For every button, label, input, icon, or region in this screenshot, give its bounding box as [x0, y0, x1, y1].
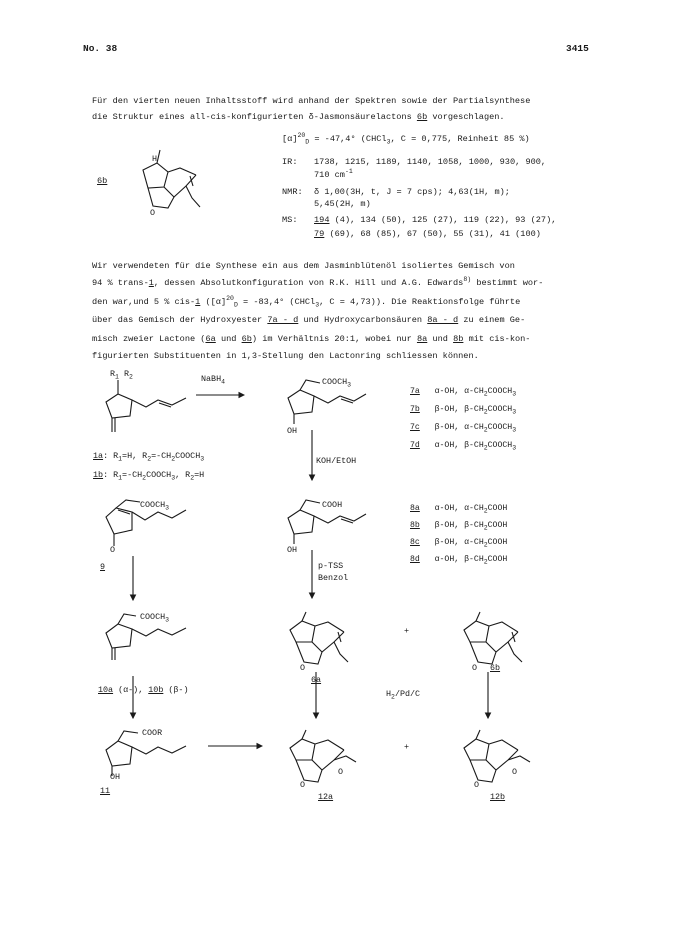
label-9: 9 [100, 562, 106, 572]
o-label-12b-carbonyl: O [512, 767, 518, 777]
structure-6a [290, 612, 348, 664]
label-6a: 6a [311, 675, 322, 685]
table-8-row: 8d α-OH, $\beta-CH_2COOH$ [410, 555, 508, 566]
para-line-5: misch zweier Lactone (6a und 6b) im Verhältnis 20:1, wobei nur 8a und 8b mit cis-kon- [92, 334, 531, 344]
ir-label: IR: [282, 157, 298, 167]
optical-rotation: $[\alpha]^{20}_D = -47,4^\circ$ (CHCl$_3$, C = 0,775, Reinheit 85 %) [282, 132, 530, 146]
cooch3-label-10: $COOCH_3$ [140, 612, 170, 624]
ms-values-1: 194 (4), 134 (50), 125 (27), 119 (22), 93 (27), [314, 215, 557, 225]
oh-label-11: OH [110, 772, 121, 782]
table-7-row: 7a α-OH, $\alpha-CH_2COOCH_3$ [410, 387, 517, 398]
table-7-row: 7b β-OH, $\beta-CH_2COOCH_3$ [410, 405, 517, 416]
o-label-6a: O [300, 663, 306, 673]
cooch3-label-9: $COOCH_3$ [140, 500, 170, 512]
oh-label-8: OH [287, 545, 298, 555]
structure-1 [106, 380, 186, 432]
h-label-6b-top: H [152, 154, 158, 164]
para-line-2: 94 % trans-1, dessen Absolutkonfiguration von R.K. Hill und A.G. Edwards$^{8)}$ bestimmt wor- [92, 276, 544, 288]
table-8-row: 8b β-OH, $\beta-CH_2COOH$ [410, 521, 508, 532]
reagent-nabh4: NaBH$_4$ [201, 374, 226, 386]
para-line-4: über das Gemisch der Hydroxyester 7a - d und Hydroxycarbonsäuren 8a - d zu einem Ge- [92, 315, 526, 325]
structure-12b [464, 730, 530, 782]
table-7-row: 7c β-OH, $\alpha-CH_2COOCH_3$ [410, 423, 517, 434]
cooh-label-8: COOH [322, 500, 343, 510]
oh-label-7: OH [287, 426, 298, 436]
label-6b: 6b [490, 663, 501, 673]
label-10: 10a (α-), 10b (β-) [98, 685, 189, 695]
label-12b: 12b [490, 792, 506, 802]
para-line-1: Wir verwendeten für die Synthese ein aus dem Jasminblütenöl isoliertes Gemisch von [92, 261, 515, 271]
o-label-12a-carbonyl: O [338, 767, 344, 777]
nmr-values-1: δ 1,00(3H, t, J = 7 cps); 4,63(1H, m); [314, 187, 510, 197]
o-label-12b: O [474, 780, 480, 790]
table-8-row: 8c β-OH, $\alpha-CH_2COOH$ [410, 538, 508, 549]
ms-label: MS: [282, 215, 298, 225]
coor-label-11: COOR [142, 728, 163, 738]
ir-values-2: 710 $cm^{-1}$ [314, 168, 353, 180]
intro-line-1: Für den vierten neuen Inhaltsstoff wird anhand der Spektren sowie der Partialsynthese [92, 96, 531, 106]
reagent-h2-pd-c: $H_2/Pd/C$ [386, 689, 421, 701]
nmr-values-2: 5,45(2H, m) [314, 199, 371, 209]
para-line-3: den war,und 5 % cis-1 ($[\alpha]^{20}_D = -83,4^\circ$ (CHCl$_3$, C = 4,73)). Die Reaktionsfolge führte [92, 295, 521, 309]
structure-12a [290, 730, 356, 782]
label-12a: 12a [318, 792, 334, 802]
plus-sign-1: + [404, 626, 410, 636]
label-11: 11 [100, 786, 111, 796]
intro-line-2: die Struktur eines all-cis-konfigurierten δ-Jasmonsäurelactons 6b vorgeschlagen. [92, 112, 505, 122]
label-1a: 1a: $R_1=H$, $R_2=-CH_2COOCH_3$ [93, 451, 205, 463]
ir-values-1: 1738, 1215, 1189, 1140, 1058, 1000, 930, 900, [314, 157, 547, 167]
plus-sign-2: + [404, 742, 410, 752]
o-label-6b: O [472, 663, 478, 673]
structure-6b-scheme [464, 612, 522, 664]
table-7-row: 7d α-OH, $\beta-CH_2COOCH_3$ [410, 441, 517, 452]
o-label-9: O [110, 545, 116, 555]
para-line-6: figurierten Substituenten in 1,3-Stellung den Lactonring schliessen können. [92, 351, 479, 361]
label-1b: 1b: $R_1=-CH_2COOCH_3$, $R_2=H$ [93, 470, 205, 482]
r-substituents: $R_1$ $R_2$ [110, 369, 133, 381]
reagent-koh-etoh: KOH/EtOH [316, 456, 357, 466]
reagent-benzol: Benzol [318, 573, 349, 583]
compound-6b-label: 6b [97, 176, 108, 186]
cooch3-label-7: $COOCH_3$ [322, 377, 352, 389]
ms-values-2: 79 (69), 68 (85), 67 (50), 55 (31), 41 (100) [314, 229, 541, 239]
o-label-6b-top: O [150, 208, 156, 218]
table-8-row: 8a α-OH, $\alpha-CH_2COOH$ [410, 504, 508, 515]
o-label-12a: O [300, 780, 306, 790]
reagent-ptss: p-TSS [318, 561, 344, 571]
nmr-label: NMR: [282, 187, 303, 197]
page-number: 3415 [566, 43, 589, 54]
journal-number: No. 38 [83, 43, 118, 54]
